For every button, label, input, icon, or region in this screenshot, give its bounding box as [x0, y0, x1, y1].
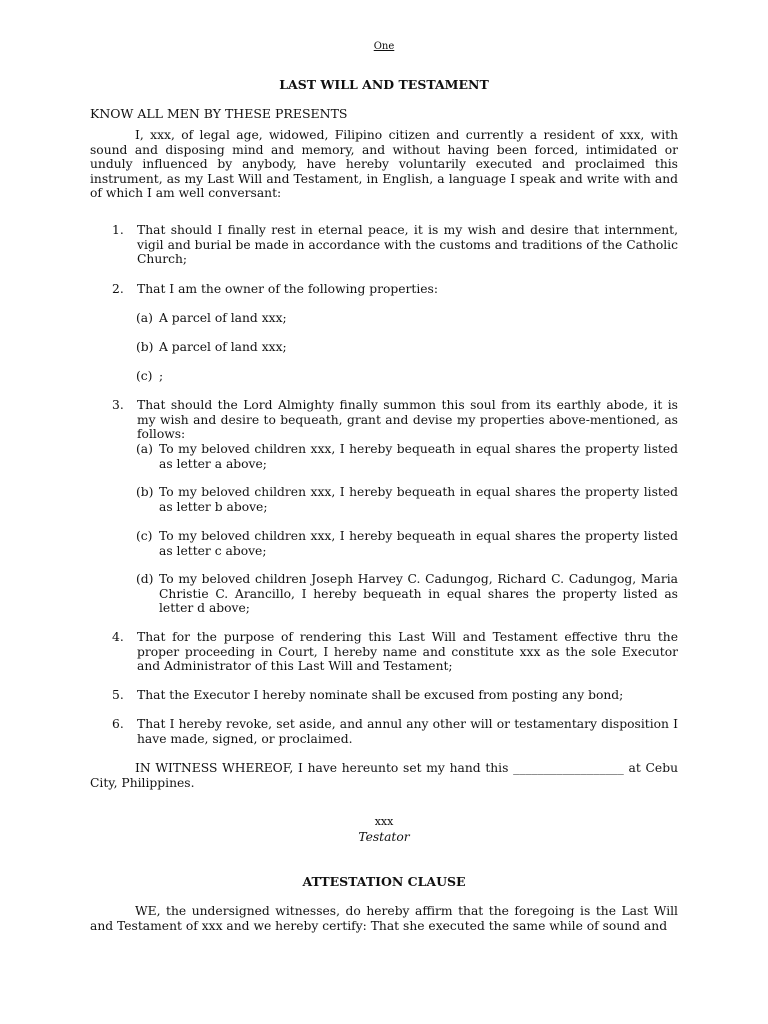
sub-label: (a): [136, 442, 153, 456]
sub-label: (b): [136, 340, 154, 354]
bequest-item: [136, 442, 678, 471]
item-text: That should I finally rest in eternal peace, it is my wish and desire that internment, vigil and burial be made in accordance with the customs and traditions of the Catholic Church;: [137, 223, 678, 267]
item-number: 5.: [112, 688, 124, 702]
property-item: [136, 311, 678, 326]
sub-text: To my beloved children xxx, I hereby bequeath in equal shares the property listed as letter c above;: [159, 529, 678, 558]
sub-label: (c): [136, 529, 153, 543]
testator-name: xxx: [374, 815, 394, 828]
item-text: That I am the owner of the following properties:: [137, 282, 439, 296]
intro-paragraph: I, xxx, of legal age, widowed, Filipino citizen and currently a resident of xxx, with sound and disposing mind and memory, and without having been forced, intimidated or unduly influenced by anybody, have hereby voluntarily executed and proclaimed this instrument, as my Last Will and Testament, in English, a language I speak and write with and of which I am well conversant:: [90, 128, 678, 201]
sub-text: A parcel of land xxx;: [159, 311, 287, 325]
property-item: [136, 340, 678, 355]
sub-label: (a): [136, 311, 153, 325]
preamble: KNOW ALL MEN BY THESE PRESENTS: [90, 106, 348, 121]
page-number: One: [373, 41, 395, 52]
witness-paragraph: IN WITNESS WHEREOF, I have hereunto set my hand this __________________ at Cebu City, Philippines.: [90, 761, 678, 790]
attestation-title: ATTESTATION CLAUSE: [302, 874, 466, 889]
item-text: That for the purpose of rendering this Last Will and Testament effective thru the proper proceeding in Court, I hereby name and constitute xxx as the sole Executor and Administrator of this Last Will and Testament;: [137, 630, 678, 674]
list-item: [112, 717, 678, 746]
bequest-item: [136, 529, 678, 558]
item-text: That should the Lord Almighty finally summon this soul from its earthly abode, it is my wish and desire to bequeath, grant and devise my properties above-mentioned, as follows:: [137, 398, 678, 442]
document-title: LAST WILL AND TESTAMENT: [279, 77, 489, 92]
item-number: 4.: [112, 630, 124, 644]
sub-label: (d): [136, 572, 154, 586]
property-item: [136, 369, 678, 384]
item-text: That the Executor I hereby nominate shall be excused from posting any bond;: [137, 688, 624, 702]
sub-text: To my beloved children xxx, I hereby bequeath in equal shares the property listed as letter a above;: [159, 442, 678, 471]
item-number: 3.: [112, 398, 124, 412]
sub-text: To my beloved children Joseph Harvey C. Cadungog, Richard C. Cadungog, Maria Christie C. Arancillo, I hereby bequeath in equal shares the property listed as letter d above;: [159, 572, 678, 616]
item-number: 1.: [112, 223, 124, 237]
sub-text: To my beloved children xxx, I hereby bequeath in equal shares the property listed as letter b above;: [159, 485, 678, 514]
bequest-item: [136, 572, 678, 616]
list-item: [112, 282, 678, 297]
item-text: That I hereby revoke, set aside, and annul any other will or testamentary disposition I have made, signed, or proclaimed.: [137, 717, 678, 746]
list-item: [112, 398, 678, 442]
sub-text: ;: [159, 369, 164, 383]
sub-text: A parcel of land xxx;: [159, 340, 287, 354]
bequest-item: [136, 485, 678, 514]
list-item: [112, 223, 678, 267]
attestation-paragraph: WE, the undersigned witnesses, do hereby affirm that the foregoing is the Last Will and Testament of xxx and we hereby certify: That she executed the same while of sound and: [90, 904, 678, 933]
sub-label: (b): [136, 485, 154, 499]
item-number: 2.: [112, 282, 124, 296]
list-item: [112, 688, 678, 703]
sub-label: (c): [136, 369, 153, 383]
item-number: 6.: [112, 717, 124, 731]
list-item: [112, 630, 678, 674]
testator-role: Testator: [358, 830, 410, 844]
